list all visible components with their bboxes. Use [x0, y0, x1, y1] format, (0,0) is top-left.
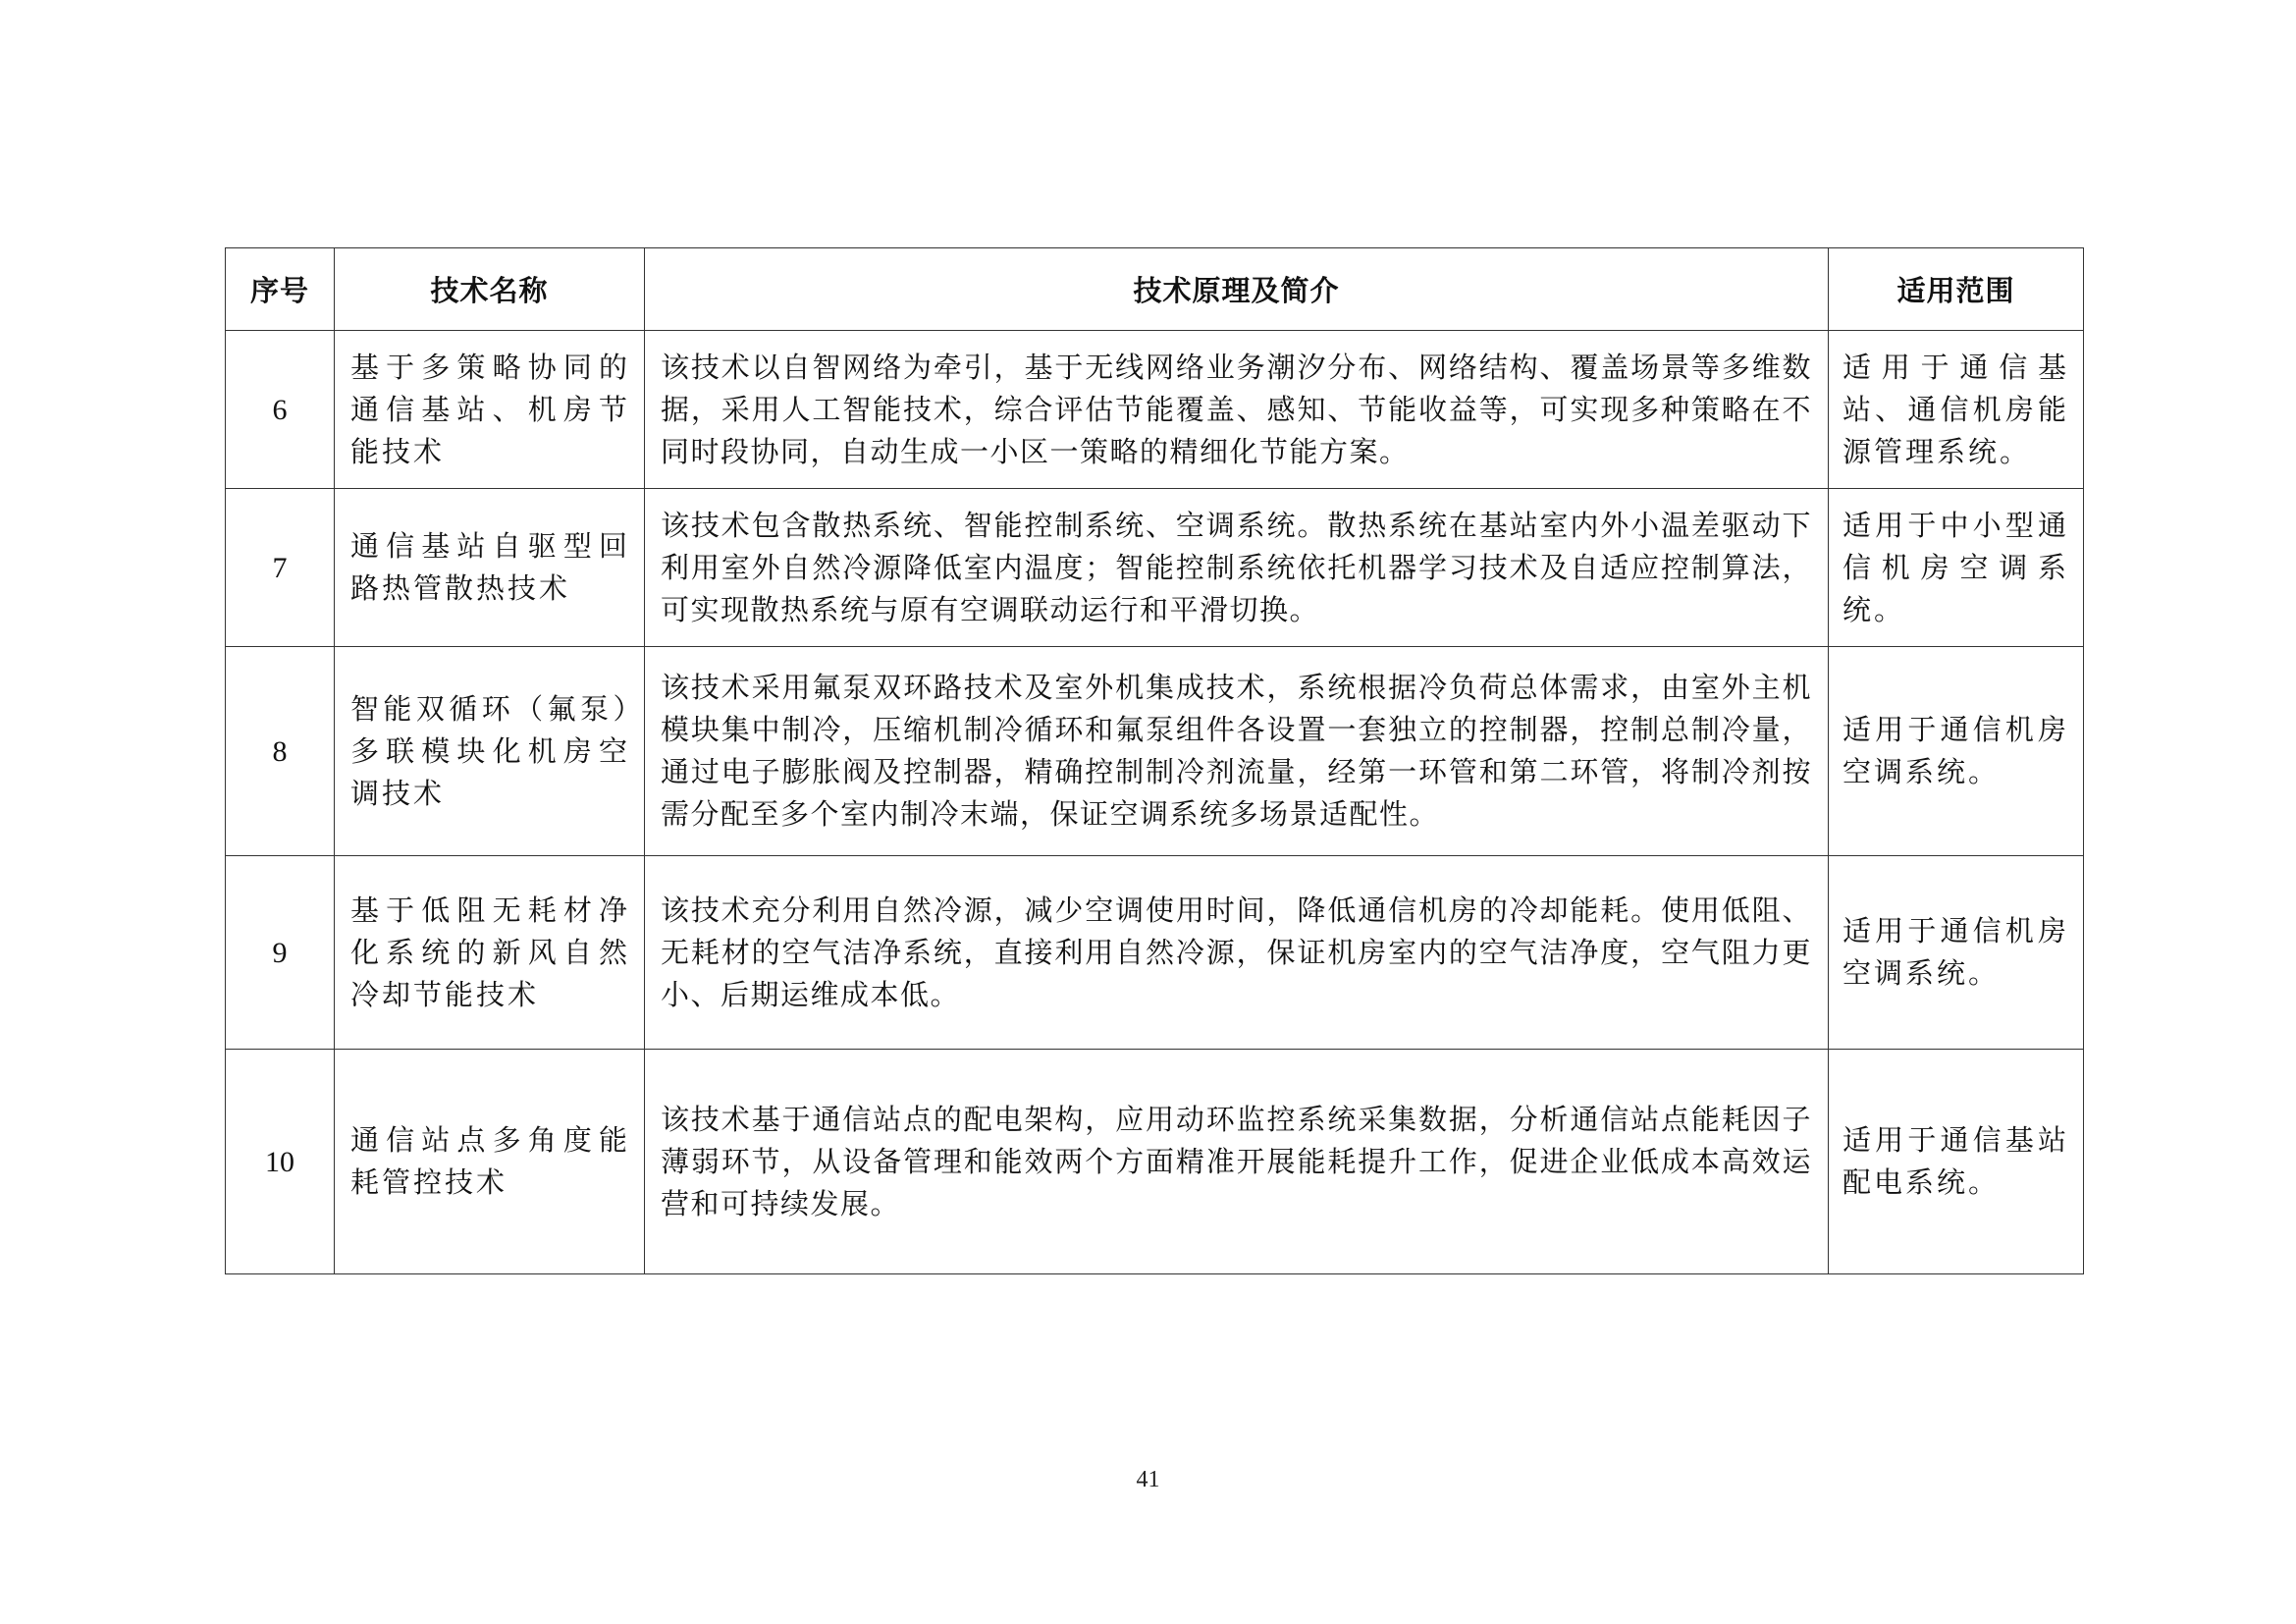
applicable-scope-cell: 适用于中小型通信机房空调系统。 [1829, 489, 2084, 647]
header-principle-description: 技术原理及简介 [645, 248, 1829, 331]
serial-number-cell: 6 [226, 331, 335, 489]
principle-description-cell: 该技术以自智网络为牵引，基于无线网络业务潮汐分布、网络结构、覆盖场景等多维数据，采用人工智能技术，综合评估节能覆盖、感知、节能收益等，可实现多种策略在不同时段协同，自动生成一小区一策略的精细化节能方案。 [645, 331, 1829, 489]
technology-name-cell: 智能双循环（氟泵）多联模块化机房空调技术 [335, 647, 645, 856]
table-row [226, 331, 2084, 489]
table-row [226, 856, 2084, 1050]
header-applicable-scope: 适用范围 [1829, 248, 2084, 331]
principle-description-cell: 该技术采用氟泵双环路技术及室外机集成技术，系统根据冷负荷总体需求，由室外主机模块集中制冷，压缩机制冷循环和氟泵组件各设置一套独立的控制器，控制总制冷量，通过电子膨胀阀及控制器，精确控制制冷剂流量，经第一环管和第二环管，将制冷剂按需分配至多个室内制冷末端，保证空调系统多场景适配性。 [645, 647, 1829, 856]
technology-name-cell: 基于多策略协同的通信基站、机房节能技术 [335, 331, 645, 489]
header-technology-name: 技术名称 [335, 248, 645, 331]
principle-description-cell: 该技术基于通信站点的配电架构，应用动环监控系统采集数据，分析通信站点能耗因子薄弱环节，从设备管理和能效两个方面精准开展能耗提升工作，促进企业低成本高效运营和可持续发展。 [645, 1050, 1829, 1274]
table-header [226, 248, 2084, 331]
technology-name-cell: 基于低阻无耗材净化系统的新风自然冷却节能技术 [335, 856, 645, 1050]
technology-table [225, 247, 2084, 1274]
technology-name-cell: 通信站点多角度能耗管控技术 [335, 1050, 645, 1274]
applicable-scope-cell: 适用于通信基站配电系统。 [1829, 1050, 2084, 1274]
serial-number-cell: 10 [226, 1050, 335, 1274]
serial-number-cell: 8 [226, 647, 335, 856]
header-serial-number: 序号 [226, 248, 335, 331]
table-row [226, 1050, 2084, 1274]
applicable-scope-cell: 适用于通信机房空调系统。 [1829, 856, 2084, 1050]
technology-name-cell: 通信基站自驱型回路热管散热技术 [335, 489, 645, 647]
applicable-scope-cell: 适用于通信机房空调系统。 [1829, 647, 2084, 856]
table-row [226, 489, 2084, 647]
principle-description-cell: 该技术包含散热系统、智能控制系统、空调系统。散热系统在基站室内外小温差驱动下利用室外自然冷源降低室内温度；智能控制系统依托机器学习技术及自适应控制算法，可实现散热系统与原有空调联动运行和平滑切换。 [645, 489, 1829, 647]
applicable-scope-cell: 适用于通信基站、通信机房能源管理系统。 [1829, 331, 2084, 489]
header-row [226, 248, 2084, 331]
serial-number-cell: 9 [226, 856, 335, 1050]
table-body [226, 331, 2084, 1274]
principle-description-cell: 该技术充分利用自然冷源，减少空调使用时间，降低通信机房的冷却能耗。使用低阻、无耗材的空气洁净系统，直接利用自然冷源，保证机房室内的空气洁净度，空气阻力更小、后期运维成本低。 [645, 856, 1829, 1050]
page-number: 41 [1136, 1467, 1160, 1492]
table-row [226, 647, 2084, 856]
serial-number-cell: 7 [226, 489, 335, 647]
